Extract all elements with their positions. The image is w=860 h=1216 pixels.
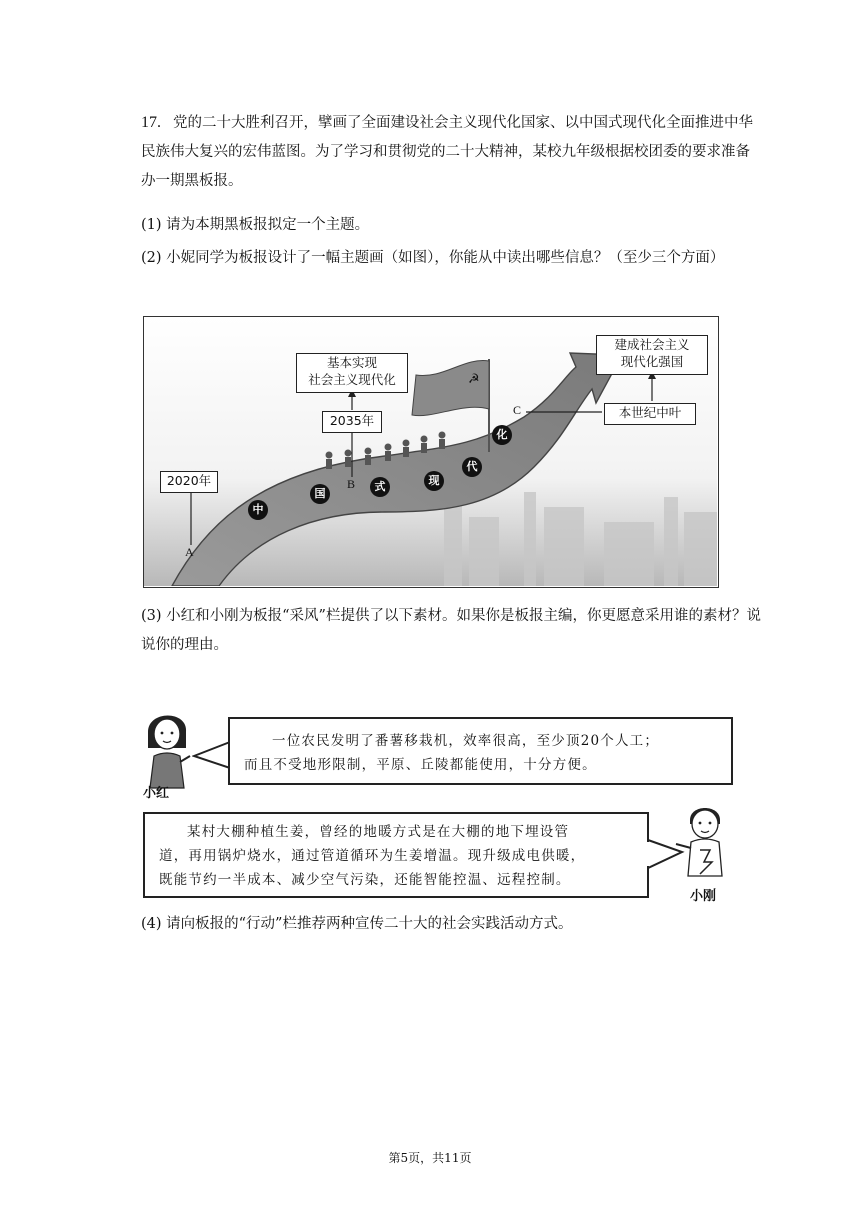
- label-mid-century: 本世纪中叶: [604, 403, 696, 425]
- goal-final-line-1: 建成社会主义: [614, 337, 690, 352]
- xiaogang-line-1: 某村大棚种植生姜，曾经的地暖方式是在大棚的地下埋设管: [187, 824, 570, 840]
- label-goal-final: [596, 335, 708, 375]
- xiaohong-line-1: 一位农民发明了番薯移栽机，效率很高，至少顶20个人工；: [272, 733, 660, 749]
- xiaohong-bubble-tail: [192, 740, 232, 770]
- goal-final-line-2: 现代化强国: [620, 354, 684, 369]
- arrow-char-2: 国: [310, 484, 330, 504]
- theme-picture: [143, 316, 719, 588]
- goal-2035-line-2: 社会主义现代化: [308, 372, 396, 387]
- xiaohong-name: 小红: [143, 786, 170, 801]
- party-emblem-icon: ☭: [468, 372, 480, 387]
- question-part-1: (1) 请为本期黑板报拟定一个主题。: [141, 217, 370, 233]
- xiaohong-bubble: [228, 717, 733, 785]
- question-stem-text: 党的二十大胜利召开，擘画了全面建设社会主义现代化国家、以中国式现代化全面推进中华民族伟大复兴的宏伟蓝图。为了学习和贯彻党的二十大精神，某校九年级根据校团委的要求准备办一期黑板报。: [141, 115, 753, 189]
- arrow-char-4: 现: [424, 471, 444, 491]
- label-2035: 2035年: [322, 411, 382, 433]
- point-b: B: [347, 477, 356, 491]
- xiaogang-line-3: 既能节约一半成本、减少空气污染，还能智能控温、远程控制。: [159, 872, 571, 888]
- xiaogang-line-2: 道，再用锅炉烧水，通过管道循环为生姜增温。现升级成电供暖，: [159, 848, 586, 864]
- point-c: C: [513, 403, 522, 417]
- point-a: A: [185, 545, 194, 559]
- question-number: 17.: [141, 114, 161, 131]
- arrow-char-1: 中: [248, 500, 268, 520]
- question-part-4: (4) 请向板报的“行动”栏推荐两种宣传二十大的社会实践活动方式。: [141, 916, 573, 932]
- xiaogang-bubble: [143, 812, 649, 898]
- xiaogang-name: 小刚: [690, 889, 717, 904]
- question-stem: [141, 108, 761, 196]
- xiaogang-avatar: [670, 800, 740, 890]
- xiaohong-line-2: 而且不受地形限制，平原、丘陵都能使用，十分方便。: [244, 757, 597, 773]
- question-part-3: (3) 小红和小刚为板报“采风”栏提供了以下素材。如果你是板报主编，你更愿意采用谁的素材？说说你的理由。: [141, 608, 761, 653]
- label-goal-2035: [296, 353, 408, 393]
- arrow-char-5: 代: [462, 457, 482, 477]
- label-2020: 2020年: [160, 471, 218, 493]
- question-part-2: (2) 小妮同学为板报设计了一幅主题画（如图），你能从中读出哪些信息？（至少三个方面）: [141, 250, 725, 266]
- page-footer: 第5页，共11页: [388, 1151, 472, 1165]
- arrow-char-3: 式: [370, 477, 390, 497]
- goal-2035-line-1: 基本实现: [326, 355, 377, 370]
- arrow-char-6: 化: [492, 425, 512, 445]
